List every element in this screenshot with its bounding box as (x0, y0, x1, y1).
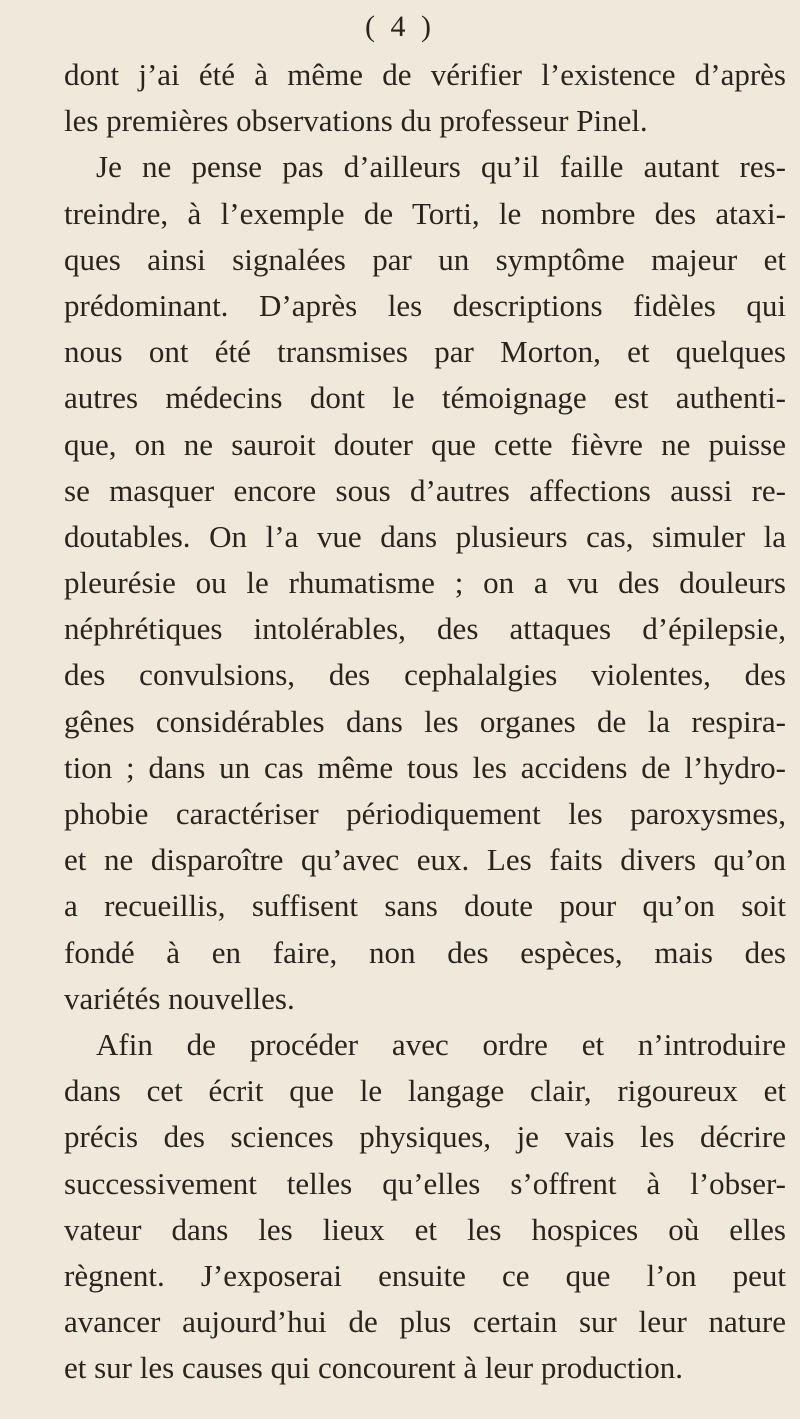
text-line: Je ne pense pas d’ailleurs qu’il faille autant res- (96, 149, 786, 185)
text-line: que, on ne sauroit douter que cette fièvre ne puisse (64, 426, 786, 462)
text-line: Afin de procéder avec ordre et n’introduire (96, 1026, 786, 1062)
page-number: ( 4 ) (365, 10, 435, 43)
text-line: néphrétiques intolérables, des attaques d’épilepsie, (64, 611, 786, 647)
text-line: et ne disparoître qu’avec eux. Les faits divers qu’on (64, 842, 786, 878)
text-line: prédominant. D’après les descriptions fidèles qui (64, 287, 786, 323)
text-line: ques ainsi signalées par un symptôme majeur et (64, 241, 786, 277)
text-line: pleurésie ou le rhumatisme ; on a vu des douleurs (64, 565, 786, 601)
text-line: règnent. J’exposerai ensuite ce que l’on peut (64, 1257, 786, 1293)
text-line: treindre, à l’exemple de Torti, le nombre des ataxi- (64, 195, 786, 231)
text-line: dont j’ai été à même de vérifier l’existence d’après (64, 57, 786, 92)
text-line: se masquer encore sous d’autres affections aussi re- (64, 472, 786, 508)
text-line: des convulsions, des cephalalgies violentes, des (64, 657, 786, 693)
text-line: dans cet écrit que le langage clair, rigoureux et (64, 1073, 786, 1109)
text-line: phobie caractériser périodiquement les paroxysmes, (64, 796, 786, 831)
text-line: nous ont été transmises par Morton, et quelques (64, 334, 786, 370)
text-line: les premières observations du professeur Pinel. (64, 103, 648, 139)
body-text (64, 52, 786, 1391)
text-line: autres médecins dont le témoignage est authenti- (64, 380, 786, 416)
text-line: gênes considérables dans les organes de la respira- (64, 703, 786, 739)
text-line: et sur les causes qui concourent à leur production. (64, 1350, 683, 1386)
text-line: doutables. On l’a vue dans plusieurs cas, simuler la (64, 518, 786, 554)
text-line: vateur dans les lieux et les hospices où elles (64, 1211, 786, 1247)
text-line: précis des sciences physiques, je vais les décrire (64, 1119, 786, 1155)
text-line: a recueillis, suffisent sans doute pour qu’on soit (64, 888, 786, 924)
text-line: variétés nouvelles. (64, 980, 295, 1016)
text-line: successivement telles qu’elles s’offrent à l’obser- (64, 1165, 786, 1201)
text-line: avancer aujourd’hui de plus certain sur leur nature (64, 1304, 786, 1340)
text-line: fondé à en faire, non des espèces, mais des (64, 934, 786, 970)
text-line: tion ; dans un cas même tous les accidens de l’hydro- (64, 749, 786, 785)
